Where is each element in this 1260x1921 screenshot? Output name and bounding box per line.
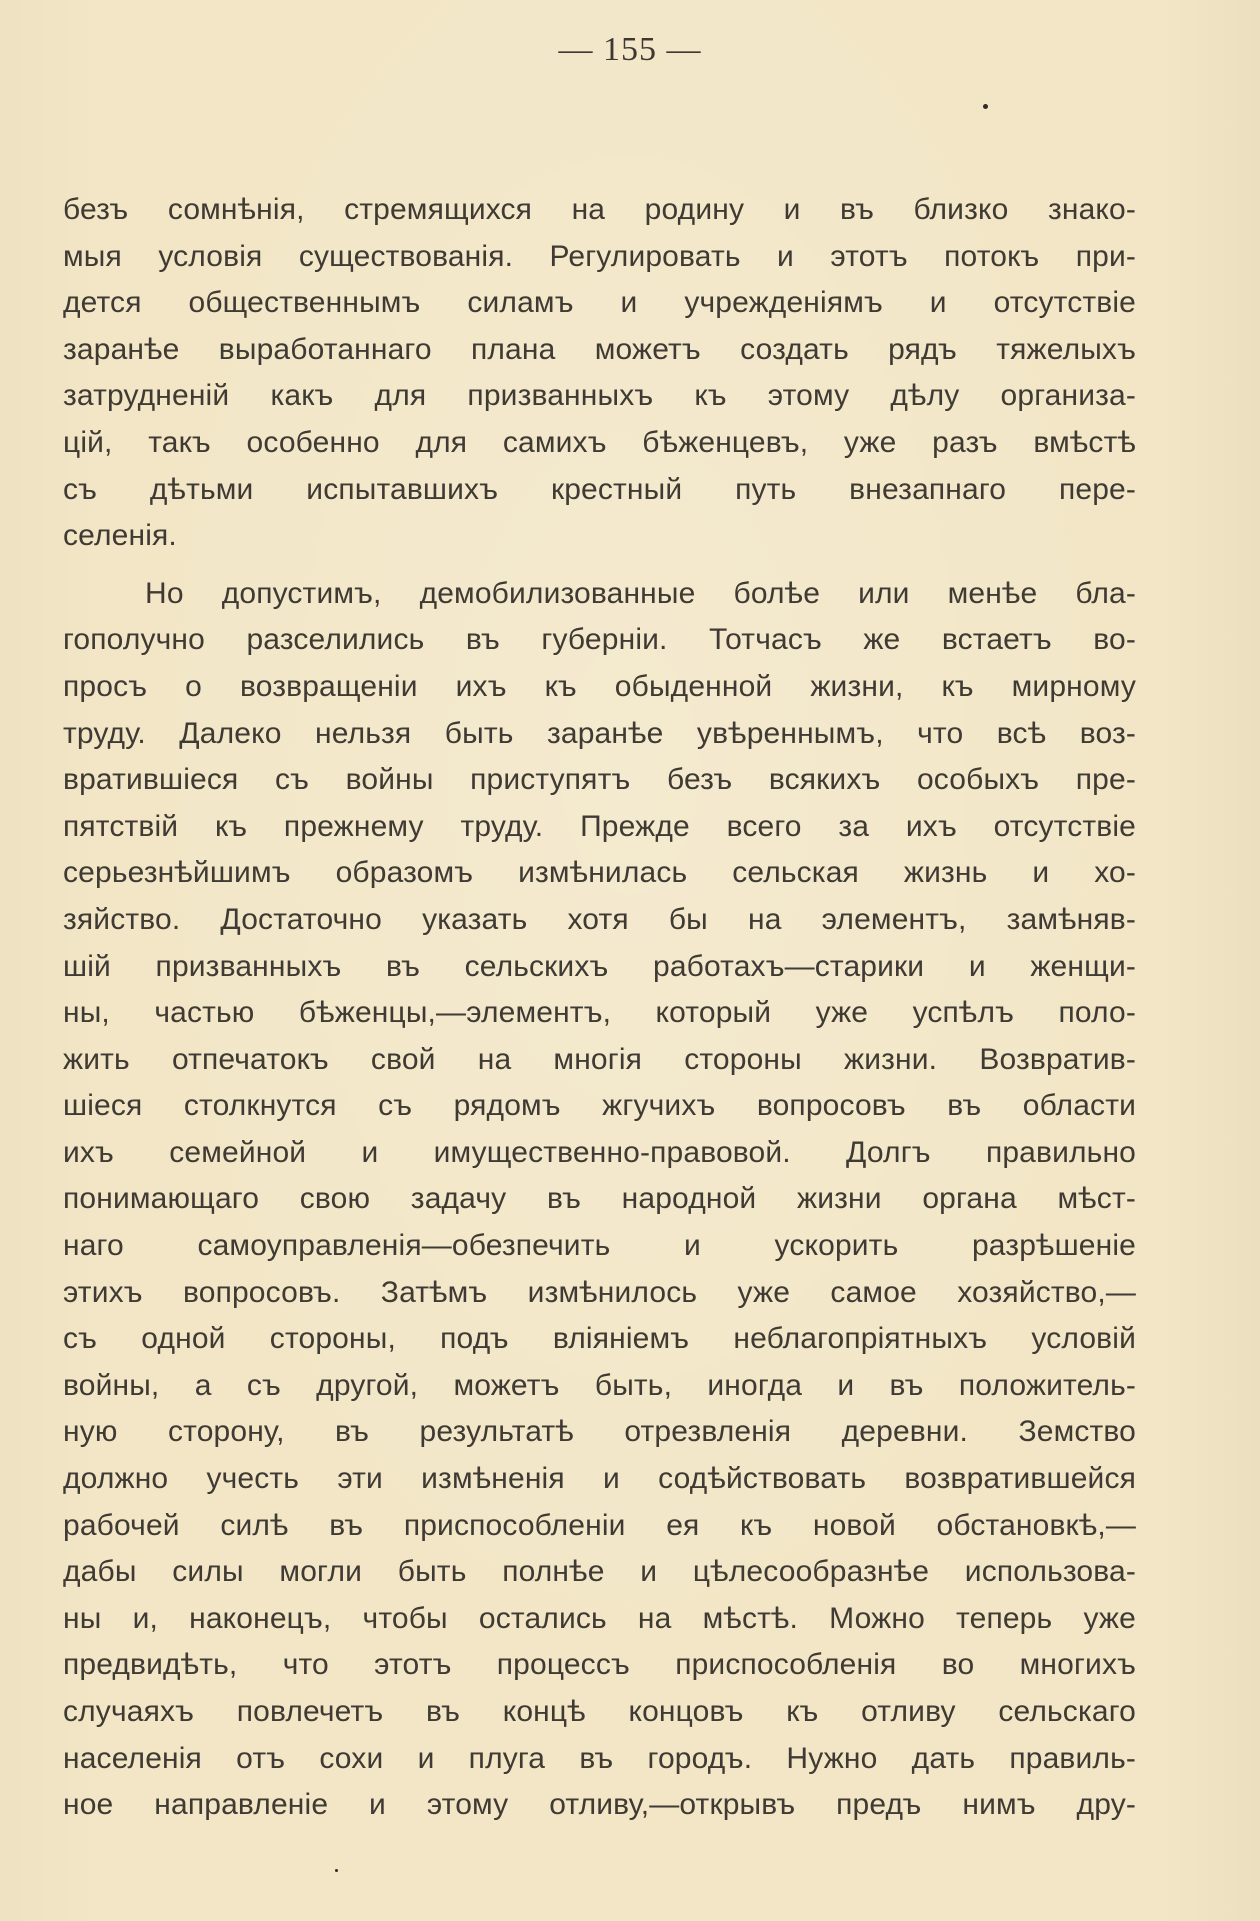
- text-line: затрудненій какъ для призванныхъ къ этому дѣлу организа-: [63, 379, 1136, 413]
- text-line: населенія отъ сохи и плуга въ городъ. Нужно дать правиль-: [63, 1741, 1136, 1775]
- text-line: ное направленіе и этому отливу,—открывъ предъ нимъ дру-: [63, 1788, 1136, 1822]
- text-line: шій призванныхъ въ сельскихъ работахъ—старики и женщи-: [63, 949, 1136, 983]
- text-line: должно учесть эти измѣненія и содѣйствовать возвратившейся: [63, 1462, 1136, 1496]
- text-line: съ дѣтьми испытавшихъ крестный путь внезапнаго пере-: [63, 472, 1136, 506]
- text-line: ны и, наконецъ, чтобы остались на мѣстѣ. Можно теперь уже: [63, 1601, 1136, 1635]
- text-line: рабочей силѣ въ приспособленіи ея къ новой обстановкѣ,—: [63, 1508, 1136, 1542]
- text-line: труду. Далеко нельзя быть заранѣе увѣреннымъ, что всѣ воз-: [63, 716, 1136, 750]
- text-line: Но допустимъ, демобилизованные болѣе или менѣе бла-: [145, 576, 1136, 610]
- paragraph-2: [63, 571, 1136, 1829]
- ink-speck: [335, 1869, 338, 1872]
- text-line: гополучно разселились въ губерніи. Тотчасъ же встаетъ во-: [63, 623, 1136, 657]
- text-line: жить отпечатокъ свой на многія стороны жизни. Возвратив-: [63, 1042, 1136, 1076]
- text-line: вратившіеся съ войны приступятъ безъ всякихъ особыхъ пре-: [63, 763, 1136, 797]
- page-number: — 155 —: [558, 31, 702, 68]
- ink-speck: [983, 104, 988, 109]
- paragraph-1: [63, 187, 1136, 560]
- text-line: ную сторону, въ результатѣ отрезвленія деревни. Земство: [63, 1415, 1136, 1449]
- text-line: случаяхъ повлечетъ въ концѣ концовъ къ отливу сельскаго: [63, 1695, 1136, 1728]
- text-line: шіеся столкнутся съ рядомъ жгучихъ вопросовъ въ области: [63, 1089, 1136, 1123]
- text-line: предвидѣть, что этотъ процессъ приспособленія во многихъ: [63, 1648, 1136, 1682]
- text-line: зяйство. Достаточно указать хотя бы на элементъ, замѣняв-: [63, 902, 1136, 936]
- text-line: серьезнѣйшимъ образомъ измѣнилась сельская жизнь и хо-: [63, 856, 1136, 890]
- text-line: просъ о возвращеніи ихъ къ обыденной жизни, къ мирному: [63, 669, 1136, 703]
- text-line: этихъ вопросовъ. Затѣмъ измѣнилось уже самое хозяйство,—: [63, 1275, 1136, 1309]
- text-line: наго самоуправленія—обезпечить и ускорить разрѣшеніе: [63, 1229, 1136, 1263]
- text-line: безъ сомнѣнія, стремящихся на родину и въ близко знако-: [63, 193, 1136, 226]
- text-line: дется общественнымъ силамъ и учрежденіямъ и отсутствіе: [63, 286, 1136, 320]
- text-line: селенія.: [63, 519, 177, 553]
- text-line: цій, такъ особенно для самихъ бѣженцевъ, уже разъ вмѣстѣ: [63, 425, 1136, 459]
- paragraph-gap: [63, 560, 1136, 571]
- text-line: дабы силы могли быть полнѣе и цѣлесообразнѣе использова-: [63, 1555, 1136, 1589]
- text-line: съ одной стороны, подъ вліяніемъ неблагопріятныхъ условій: [63, 1322, 1136, 1356]
- text-line: пятствій къ прежнему труду. Прежде всего за ихъ отсутствіе: [63, 809, 1136, 843]
- text-line: понимающаго свою задачу въ народной жизни органа мѣст-: [63, 1182, 1136, 1216]
- text-line: заранѣе выработаннаго плана можетъ создать рядъ тяжелыхъ: [63, 332, 1136, 366]
- text-line: ихъ семейной и имущественно-правовой. Долгъ правильно: [63, 1135, 1136, 1169]
- text-line: ны, частью бѣженцы,—элементъ, который уже успѣлъ поло-: [63, 996, 1136, 1030]
- text-line: мыя условія существованія. Регулировать и этотъ потокъ при-: [63, 239, 1136, 273]
- text-line: войны, а съ другой, можетъ быть, иногда и въ положитель-: [63, 1368, 1136, 1402]
- text-block: [63, 187, 1136, 1829]
